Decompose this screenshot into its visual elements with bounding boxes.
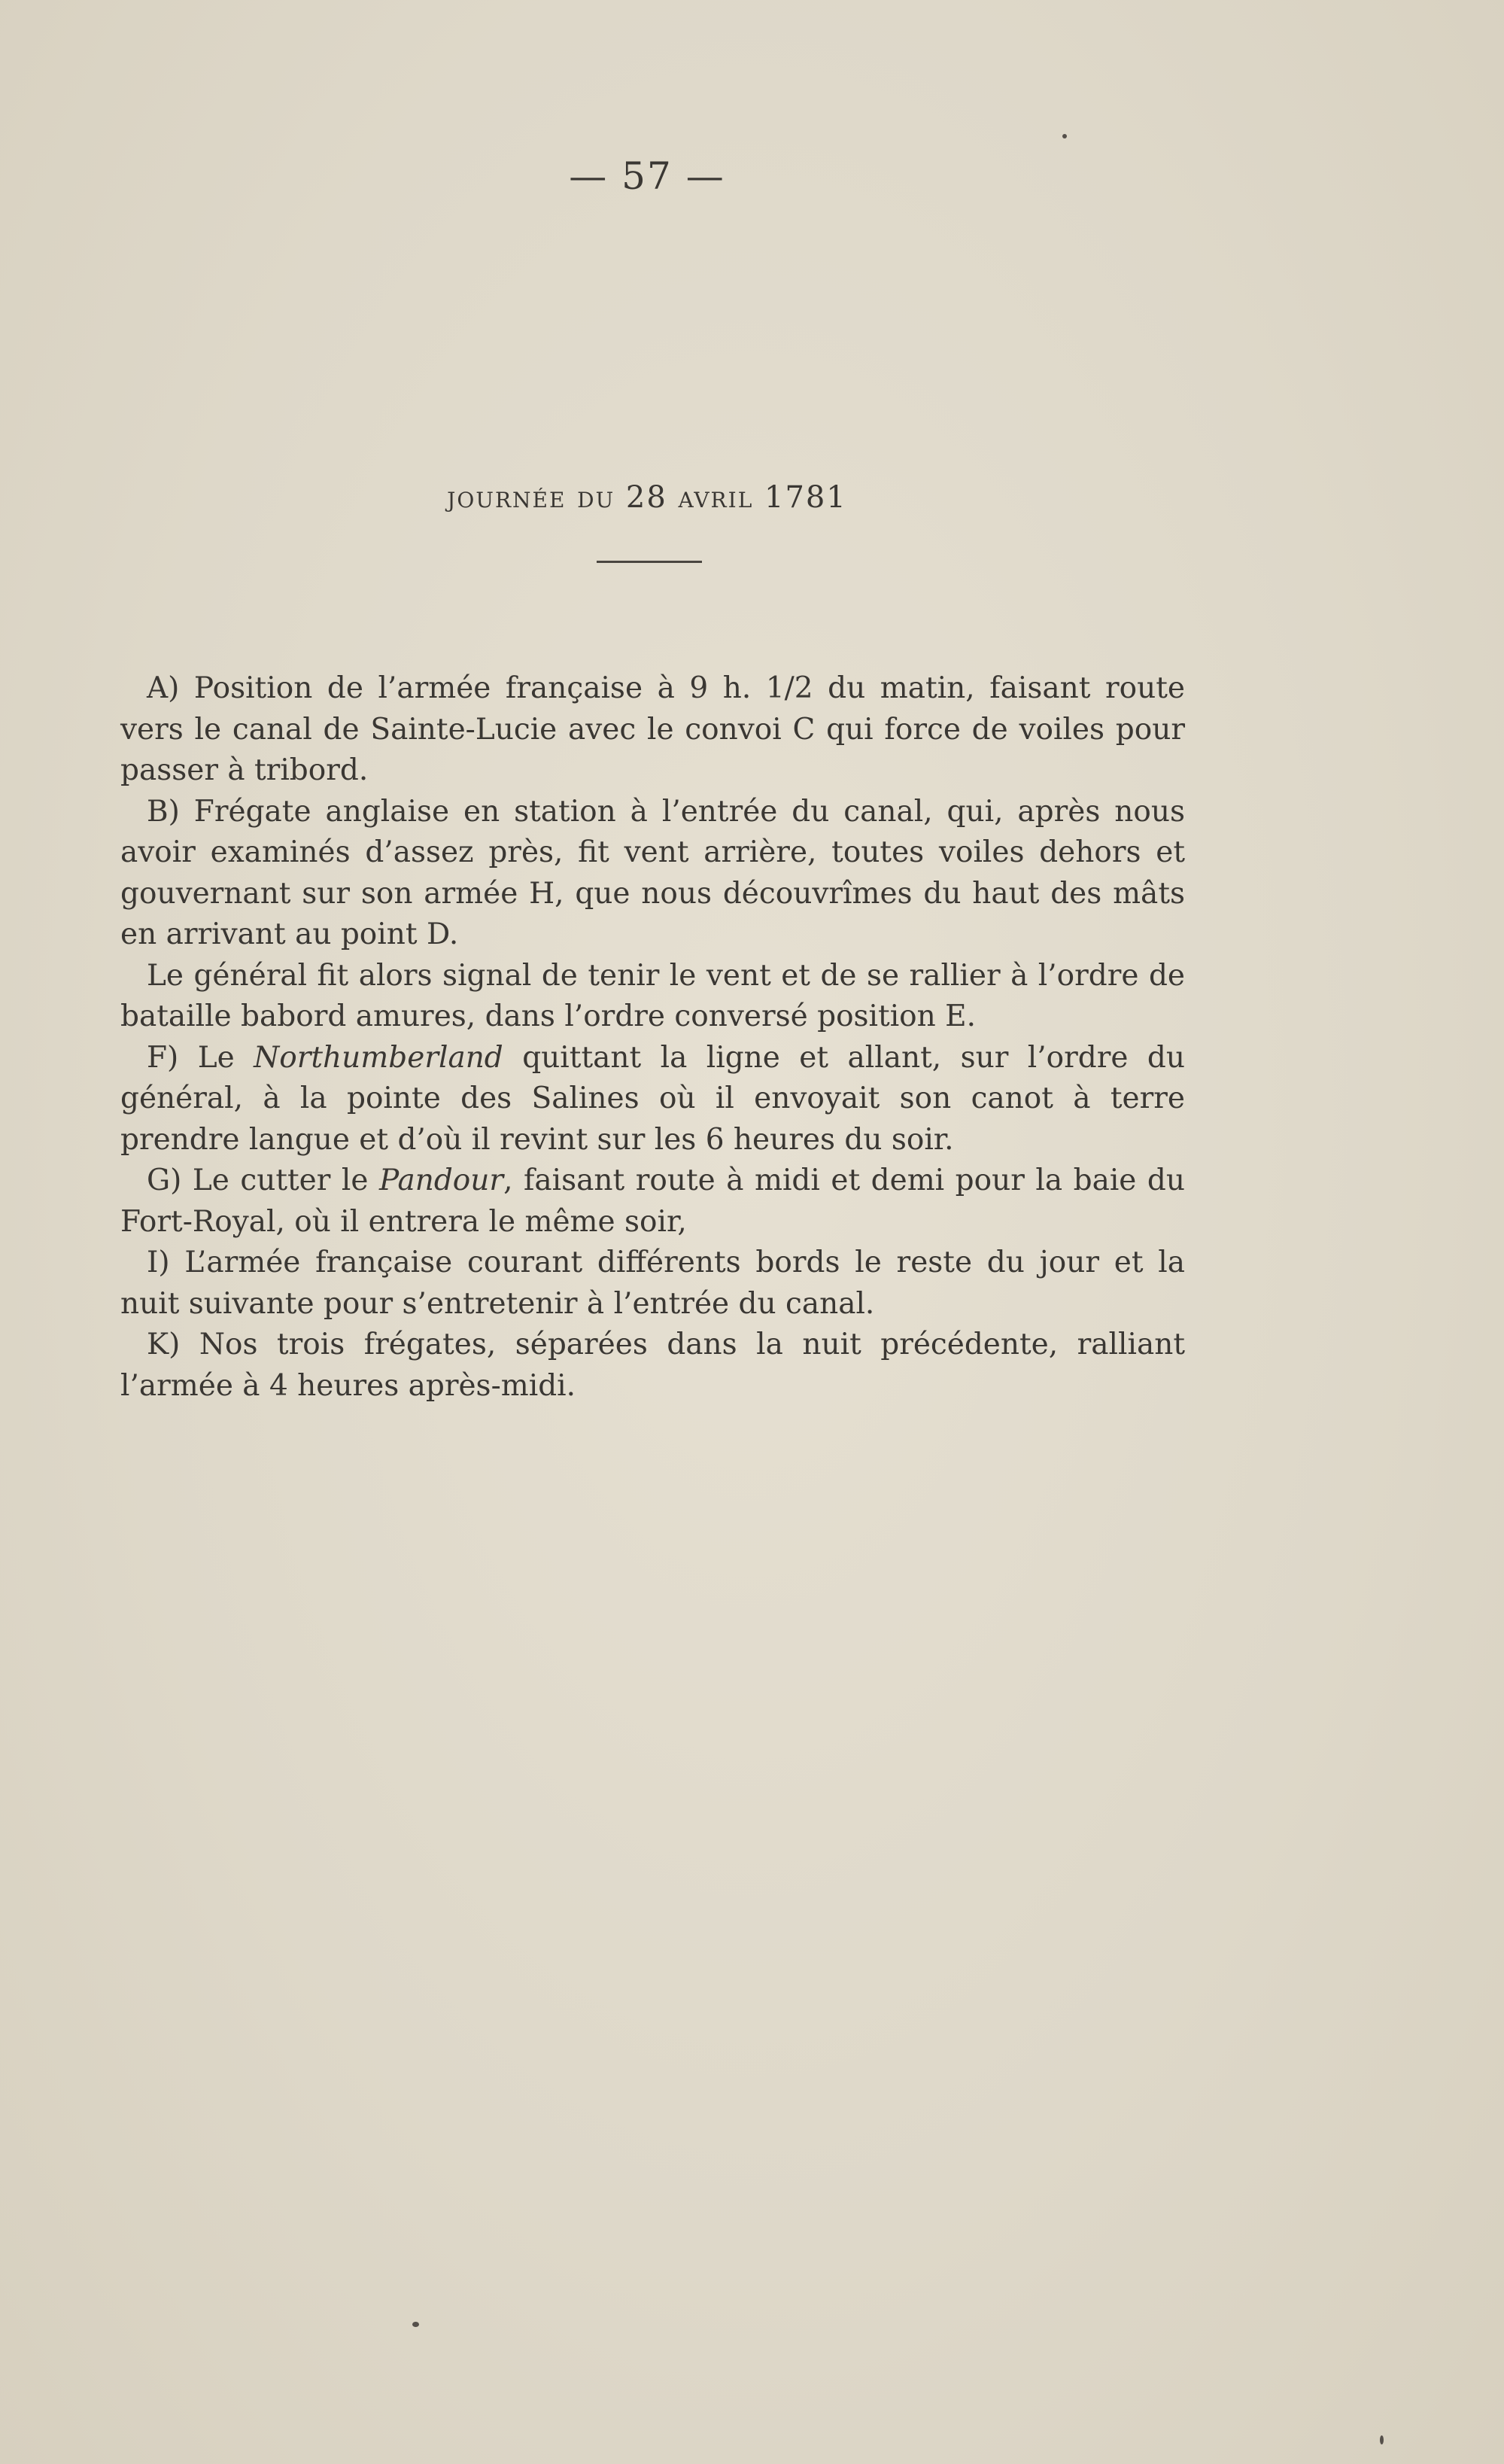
paragraph-g-start: G) Le cutter le: [147, 1164, 379, 1197]
paragraph-g: [120, 1161, 1185, 1243]
paragraph-g-end: , faisant route à midi et demi pour la baie du Fort-Royal, où il entrera le même soir,: [120, 1164, 1185, 1239]
heading-prefix: journée du: [447, 480, 626, 515]
heading-month: avril: [667, 480, 765, 515]
ink-speck: [1062, 134, 1067, 138]
paragraph-general-signal: Le général fit alors signal de tenir le vent et de se rallier à l’ordre de bataille babord amures, dans l’ordre conversé position E.: [120, 958, 1185, 1033]
page-number: — 57 —: [569, 154, 725, 198]
paragraph-i: I) L’armée française courant différents bords le reste du jour et la nuit suivante pour s’entretenir à l’entrée du canal.: [120, 1246, 1185, 1321]
ship-name-northumberland: Northumberland: [254, 1040, 503, 1075]
section-heading: [0, 480, 1294, 515]
heading-divider: [597, 561, 702, 563]
body-text: [120, 668, 1185, 1407]
ink-speck: [412, 2322, 419, 2327]
paragraph-f-start: F) Le: [147, 1040, 254, 1075]
heading-year: 1781: [764, 480, 847, 515]
ink-speck: [1380, 2435, 1384, 2444]
paragraph-a: A) Position de l’armée française à 9 h. 1/2 du matin, faisant route vers le canal de Sainte-Lucie avec le convoi C qui force de voiles pour passer à tribord.: [120, 671, 1185, 787]
ship-name-pandour: Pandour: [378, 1164, 504, 1197]
paragraph-k: K) Nos trois frégates, séparées dans la nuit précédente, ralliant l’armée à 4 heures après-midi.: [120, 1328, 1185, 1403]
paragraph-b: B) Frégate anglaise en station à l’entrée du canal, qui, après nous avoir examinés d’assez près, fit vent arrière, toutes voiles dehors et gouvernant sur son armée H, que nous découvrîmes du haut des mâts en arrivant au point D.: [120, 794, 1185, 951]
heading-date: 28: [625, 480, 667, 515]
paragraph-f-end: quittant la ligne et allant, sur l’ordre du général, à la pointe des Salines où il envoyait son canot à terre prendre langue et d’où il revint sur les 6 heures du soir.: [120, 1040, 1185, 1157]
paragraph-f: [120, 1038, 1185, 1161]
